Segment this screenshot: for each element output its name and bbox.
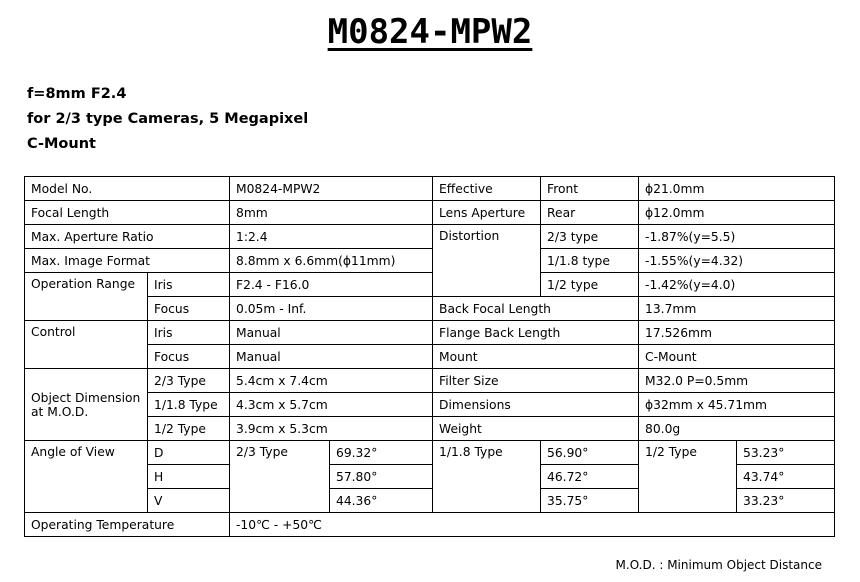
footnote: M.O.D. : Minimum Object Distance [615, 558, 822, 572]
dimensions-value: ϕ32mm x 45.71mm [639, 393, 835, 417]
object-dimension-type: 1/2 Type [148, 417, 230, 441]
focal-length-value: 8mm [230, 201, 433, 225]
distortion-value: -1.42%(y=4.0) [639, 273, 835, 297]
operating-temperature-label: Operating Temperature [25, 513, 230, 537]
dimensions-label: Dimensions [433, 393, 639, 417]
angle-1-2-v: 33.23° [737, 489, 835, 513]
angle-1-2-d: 53.23° [737, 441, 835, 465]
angle-type-1-1-8-label: 1/1.8 Type [433, 441, 541, 513]
filter-size-value: M32.0 P=0.5mm [639, 369, 835, 393]
rear-value: ϕ12.0mm [639, 201, 835, 225]
control-label: Control [25, 321, 148, 369]
max-aperture-ratio-label: Max. Aperture Ratio [25, 225, 230, 249]
focal-length-label: Focal Length [25, 201, 230, 225]
max-image-format-value: 8.8mm x 6.6mm(ϕ11mm) [230, 249, 433, 273]
angle-of-view-label: Angle of View [25, 441, 148, 513]
distortion-type: 1/1.8 type [541, 249, 639, 273]
max-image-format-label: Max. Image Format [25, 249, 230, 273]
distortion-value: -1.55%(y=4.32) [639, 249, 835, 273]
angle-axis-d: D [148, 441, 230, 465]
table-row [25, 273, 835, 297]
object-dimension-label-line2: at M.O.D. [31, 404, 89, 419]
control-iris-value: Manual [230, 321, 433, 345]
effective-aperture-label-top: Effective [433, 177, 541, 201]
table-row [25, 177, 835, 201]
weight-value: 80.0g [639, 417, 835, 441]
angle-1-1-8-d: 56.90° [541, 441, 639, 465]
table-row [25, 513, 835, 537]
mount-label: Mount [433, 345, 639, 369]
mount-line: C-Mount [27, 136, 96, 152]
angle-type-2-3-label: 2/3 Type [230, 441, 330, 513]
angle-2-3-v: 44.36° [330, 489, 433, 513]
operating-temperature-value: -10℃ - +50℃ [230, 513, 835, 537]
object-dimension-value: 4.3cm x 5.7cm [230, 393, 433, 417]
table-row [25, 321, 835, 345]
camera-type-line: for 2/3 type Cameras, 5 Megapixel [27, 111, 309, 127]
weight-label: Weight [433, 417, 639, 441]
angle-1-1-8-v: 35.75° [541, 489, 639, 513]
angle-1-2-h: 43.74° [737, 465, 835, 489]
table-row [25, 225, 835, 249]
angle-1-1-8-h: 46.72° [541, 465, 639, 489]
angle-type-1-2-label: 1/2 Type [639, 441, 737, 513]
mount-value: C-Mount [639, 345, 835, 369]
angle-2-3-h: 57.80° [330, 465, 433, 489]
angle-2-3-d: 69.32° [330, 441, 433, 465]
table-row [25, 369, 835, 393]
operation-focus-value: 0.05m - Inf. [230, 297, 433, 321]
operation-iris-label: Iris [148, 273, 230, 297]
flange-back-length-label: Flange Back Length [433, 321, 639, 345]
control-iris-label: Iris [148, 321, 230, 345]
control-focus-value: Manual [230, 345, 433, 369]
model-no-value: M0824-MPW2 [230, 177, 433, 201]
object-dimension-value: 3.9cm x 5.3cm [230, 417, 433, 441]
distortion-value: -1.87%(y=5.5) [639, 225, 835, 249]
document-title: M0824-MPW2 [327, 12, 533, 52]
flange-back-length-value: 17.526mm [639, 321, 835, 345]
effective-aperture-label-bottom: Lens Aperture [433, 201, 541, 225]
object-dimension-label-line1: Object Dimension [31, 390, 141, 405]
angle-axis-h: H [148, 465, 230, 489]
focal-aperture-line: f=8mm F2.4 [27, 86, 127, 102]
table-row [25, 249, 835, 273]
spec-table [24, 176, 835, 537]
object-dimension-label [25, 369, 148, 441]
distortion-label: Distortion [433, 225, 541, 297]
operation-focus-label: Focus [148, 297, 230, 321]
angle-axis-v: V [148, 489, 230, 513]
back-focal-length-label: Back Focal Length [433, 297, 639, 321]
operation-iris-value: F2.4 - F16.0 [230, 273, 433, 297]
operation-range-label: Operation Range [25, 273, 148, 321]
control-focus-label: Focus [148, 345, 230, 369]
object-dimension-value: 5.4cm x 7.4cm [230, 369, 433, 393]
model-no-label: Model No. [25, 177, 230, 201]
distortion-type: 1/2 type [541, 273, 639, 297]
front-value: ϕ21.0mm [639, 177, 835, 201]
front-label: Front [541, 177, 639, 201]
back-focal-length-value: 13.7mm [639, 297, 835, 321]
table-row [25, 201, 835, 225]
table-row [25, 441, 835, 465]
max-aperture-ratio-value: 1:2.4 [230, 225, 433, 249]
object-dimension-type: 1/1.8 Type [148, 393, 230, 417]
filter-size-label: Filter Size [433, 369, 639, 393]
rear-label: Rear [541, 201, 639, 225]
object-dimension-type: 2/3 Type [148, 369, 230, 393]
distortion-type: 2/3 type [541, 225, 639, 249]
